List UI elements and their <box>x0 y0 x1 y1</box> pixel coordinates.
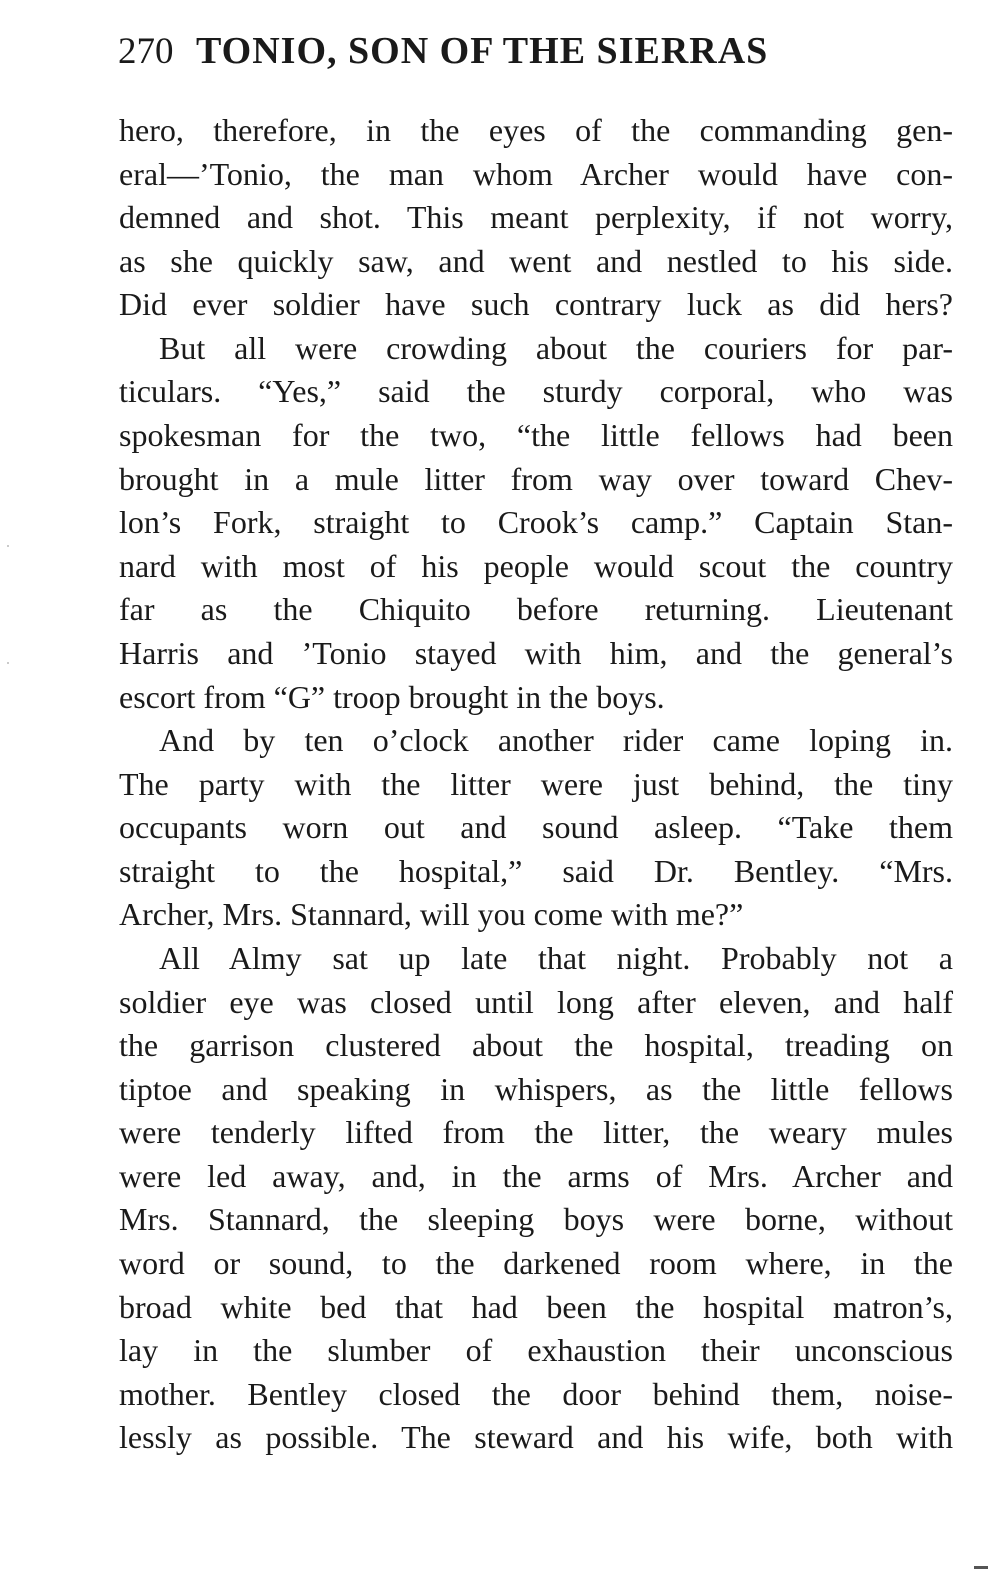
text-line: The party with the litter were just behind, the tiny <box>119 765 953 802</box>
text-line: lon’s Fork, straight to Crook’s camp.” Captain Stan- <box>119 504 953 541</box>
text-line: occupants worn out and sound asleep. “Take them <box>119 809 953 846</box>
text-line: lay in the slumber of exhaustion their unconscious <box>119 1332 953 1369</box>
paragraph-first-line: But all were crowding about the couriers for par- <box>159 329 953 366</box>
text-line: soldier eye was closed until long after eleven, and half <box>119 983 953 1020</box>
text-line: the garrison clustered about the hospital, treading on <box>119 1027 953 1064</box>
running-head <box>118 26 878 76</box>
text-line: far as the Chiquito before returning. Lieutenant <box>119 591 953 628</box>
text-line: mother. Bentley closed the door behind them, noise- <box>119 1375 953 1412</box>
text-line: were tenderly lifted from the litter, the weary mules <box>119 1114 953 1151</box>
margin-speck <box>7 662 9 664</box>
text-line: eral—’Tonio, the man whom Archer would have con- <box>119 155 953 192</box>
text-line: hero, therefore, in the eyes of the commanding gen- <box>119 112 953 148</box>
paragraph-last-line: Archer, Mrs. Stannard, will you come with me?” <box>119 896 744 933</box>
text-line: ticulars. “Yes,” said the sturdy corporal, who was <box>119 373 953 410</box>
paragraph-first-line: And by ten o’clock another rider came loping in. <box>159 722 953 759</box>
text-line: nard with most of his people would scout the country <box>119 547 953 584</box>
text-line: straight to the hospital,” said Dr. Bentley. “Mrs. <box>119 852 953 889</box>
text-line: Did ever soldier have such contrary luck as did hers? <box>119 286 953 323</box>
paragraph-first-line: All Almy sat up late that night. Probably not a <box>159 939 953 976</box>
text-line: brought in a mule litter from way over toward Chev- <box>119 460 953 497</box>
margin-speck <box>7 545 9 547</box>
text-line: Mrs. Stannard, the sleeping boys were borne, without <box>119 1201 953 1238</box>
text-line: were led away, and, in the arms of Mrs. Archer and <box>119 1157 953 1194</box>
corner-smudge <box>974 1566 988 1569</box>
text-line: lessly as possible. The steward and his wife, both with <box>119 1419 953 1456</box>
paragraph-last-line: escort from “G” troop brought in the boys. <box>119 678 665 715</box>
running-title: TONIO, SON OF THE SIERRAS <box>196 30 769 72</box>
page-number: 270 <box>118 31 174 72</box>
text-line: Harris and ’Tonio stayed with him, and the general’s <box>119 634 953 671</box>
body-text <box>119 109 953 1460</box>
text-line: broad white bed that had been the hospital matron’s, <box>119 1288 953 1325</box>
text-line: tiptoe and speaking in whispers, as the little fellows <box>119 1070 953 1107</box>
text-line: as she quickly saw, and went and nestled to his side. <box>119 242 953 279</box>
text-line: word or sound, to the darkened room where, in the <box>119 1245 953 1282</box>
text-line: spokesman for the two, “the little fellows had been <box>119 417 953 454</box>
text-line: demned and shot. This meant perplexity, if not worry, <box>119 199 953 236</box>
